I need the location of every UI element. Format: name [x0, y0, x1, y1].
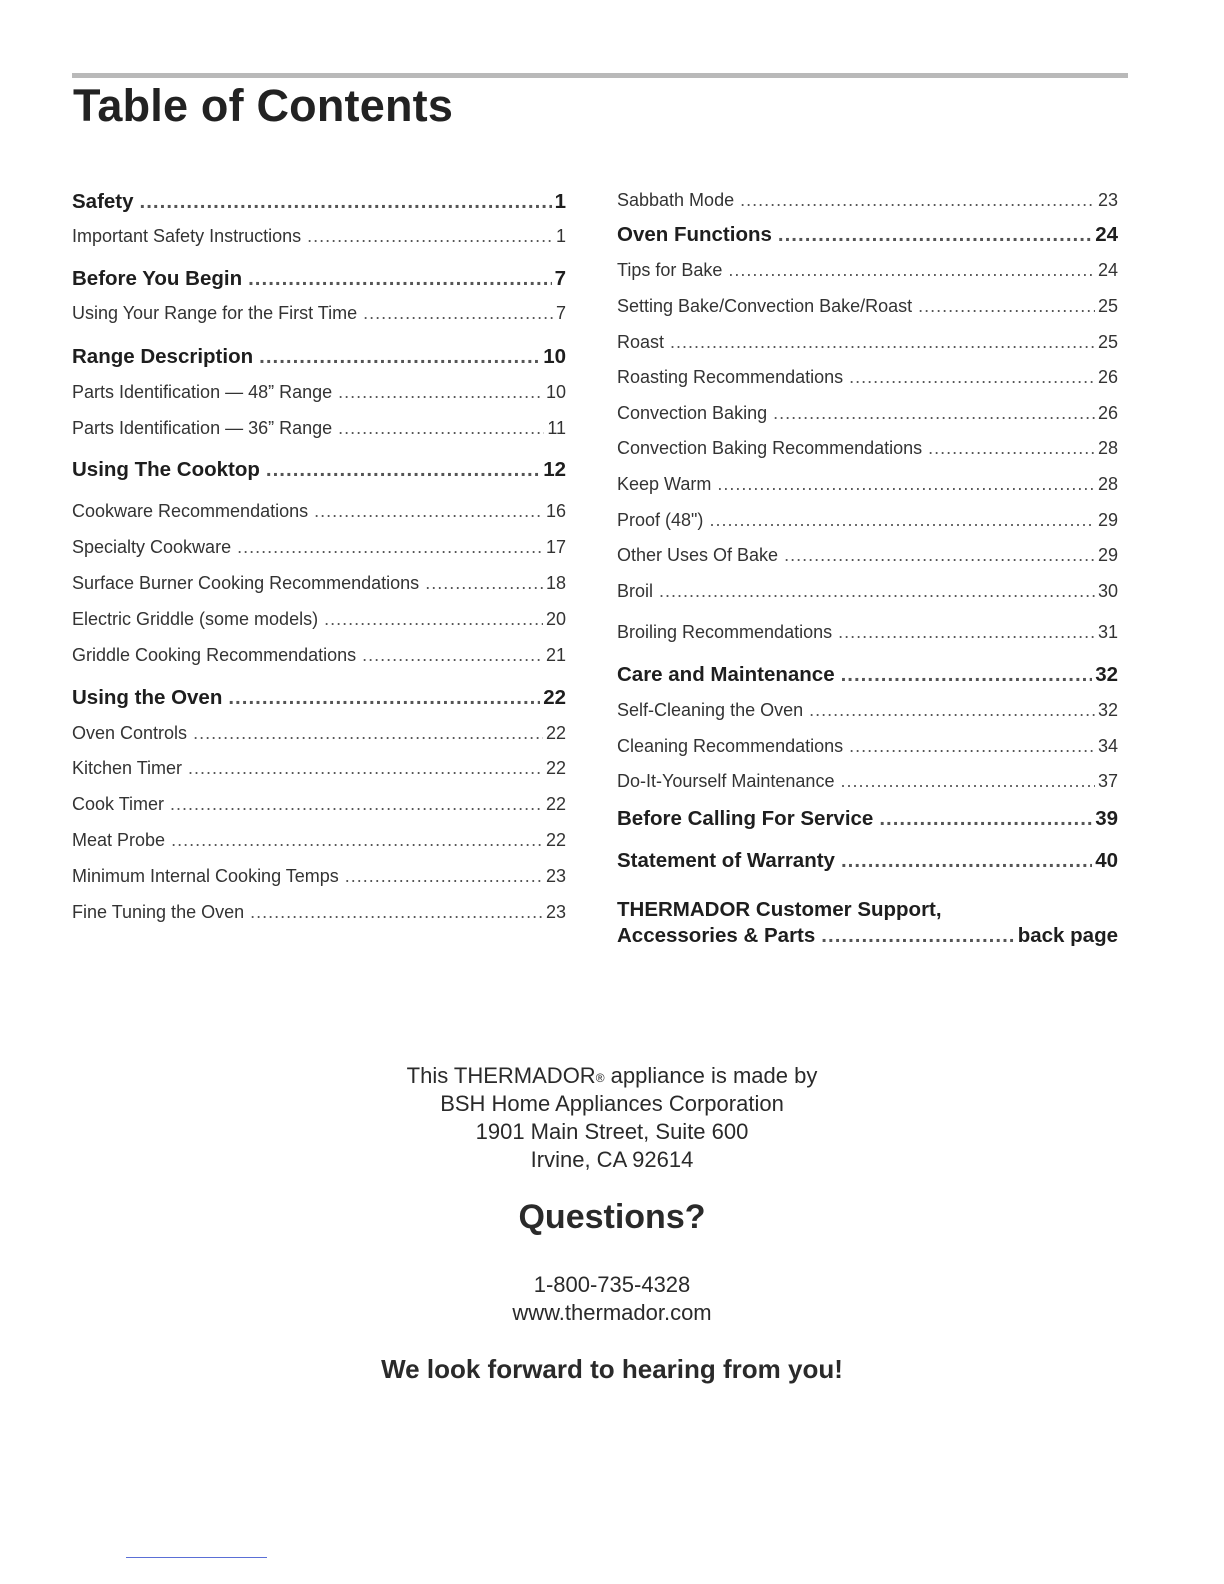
toc-entry-label: Griddle Cooking Recommendations — [72, 645, 357, 665]
toc-entry-label: Sabbath Mode — [617, 190, 735, 210]
toc-entry-page: 34 — [1097, 736, 1118, 756]
toc-entry-label: Before Calling For Service — [617, 807, 874, 830]
toc-subentry[interactable] — [617, 581, 1118, 602]
dot-leader — [659, 581, 1095, 602]
maker-line-1: This THERMADOR® appliance is made by — [406, 1063, 818, 1088]
dot-leader — [918, 296, 1095, 317]
toc-entry-page: 11 — [547, 418, 566, 438]
toc-subentry[interactable] — [72, 794, 566, 815]
toc-entry-page: 31 — [1097, 622, 1118, 642]
toc-entry-label: Using the Oven — [72, 686, 223, 709]
footnote-rule — [126, 1557, 267, 1558]
toc-entry-page: 21 — [545, 645, 566, 665]
toc-entry-label: Cook Timer — [72, 794, 165, 814]
toc-subentry[interactable] — [617, 296, 1118, 317]
toc-entry-page: 28 — [1097, 474, 1118, 494]
toc-subentry[interactable] — [617, 260, 1118, 281]
dot-leader — [773, 403, 1095, 424]
toc-entry-label: Tips for Bake — [617, 260, 723, 280]
top-divider-rule — [72, 73, 1128, 78]
dot-leader — [345, 866, 543, 887]
dot-leader — [338, 418, 544, 439]
closing-message: We look forward to hearing from you! — [381, 1354, 843, 1384]
toc-entry-label: Accessories & Parts — [617, 924, 816, 947]
dot-leader — [849, 367, 1095, 388]
toc-subentry[interactable] — [617, 510, 1118, 531]
toc-entry-label: Surface Burner Cooking Recommendations — [72, 573, 420, 593]
dot-leader — [228, 686, 540, 710]
dot-leader — [670, 332, 1095, 353]
toc-subentry[interactable] — [617, 367, 1118, 388]
dot-leader — [717, 474, 1095, 495]
dot-leader — [709, 510, 1095, 531]
dot-leader — [849, 736, 1095, 757]
toc-subentry[interactable] — [617, 545, 1118, 566]
toc-section-entry[interactable] — [617, 849, 1118, 873]
toc-entry-label: Proof (48") — [617, 510, 704, 530]
toc-entry-page: 1 — [555, 226, 566, 246]
toc-entry-page: 25 — [1097, 296, 1118, 316]
phone-number[interactable]: 1-800-735-4328 — [533, 1272, 691, 1297]
toc-entry-label: Self-Cleaning the Oven — [617, 700, 804, 720]
toc-subentry[interactable] — [72, 645, 566, 666]
toc-section-entry[interactable] — [617, 807, 1118, 831]
toc-entry-page: 40 — [1095, 849, 1118, 872]
toc-entry-label: Electric Griddle (some models) — [72, 609, 319, 629]
toc-section-entry[interactable] — [72, 686, 566, 710]
toc-entry-label: Roasting Recommendations — [617, 367, 844, 387]
dot-leader — [266, 458, 540, 482]
toc-section-entry[interactable] — [72, 267, 566, 291]
toc-entry-label: Meat Probe — [72, 830, 166, 850]
toc-section-entry[interactable] — [617, 663, 1118, 687]
toc-entry-page: 17 — [545, 537, 566, 557]
dot-leader — [188, 758, 543, 779]
toc-entry-page: 12 — [543, 458, 566, 481]
toc-entry-page: 39 — [1095, 807, 1118, 830]
toc-entry-page: 23 — [1097, 190, 1118, 210]
toc-entry-page: 20 — [545, 609, 566, 629]
toc-entry-label: Parts Identification — 36” Range — [72, 418, 333, 438]
dot-leader — [237, 537, 543, 558]
toc-entry-label: Important Safety Instructions — [72, 226, 302, 246]
maker-line-3: 1901 Main Street, Suite 600 — [475, 1119, 749, 1144]
toc-subentry[interactable] — [617, 332, 1118, 353]
dot-leader — [193, 723, 543, 744]
toc-entry-label: Cookware Recommendations — [72, 501, 309, 521]
page-title: Table of Contents — [73, 80, 454, 131]
toc-subentry[interactable] — [72, 723, 566, 744]
dot-leader — [314, 501, 543, 522]
toc-entry-page: 7 — [554, 267, 566, 290]
toc-entry-page: 23 — [545, 866, 566, 886]
toc-entry-page: back page — [1017, 924, 1118, 947]
dot-leader — [778, 223, 1092, 247]
dot-leader — [170, 794, 543, 815]
toc-subentry[interactable] — [72, 501, 566, 522]
toc-entry-page: 25 — [1097, 332, 1118, 352]
toc-entry-page: 24 — [1097, 260, 1118, 280]
dot-leader — [879, 807, 1092, 831]
toc-entry-page: 37 — [1097, 771, 1118, 791]
dot-leader — [324, 609, 543, 630]
toc-entry-label: Before You Begin — [72, 267, 243, 290]
toc-section-entry[interactable] — [617, 223, 1118, 247]
toc-subentry[interactable] — [72, 609, 566, 630]
toc-subentry[interactable] — [72, 758, 566, 779]
toc-subentry[interactable] — [72, 902, 566, 923]
dot-leader — [140, 190, 552, 214]
toc-subentry[interactable] — [617, 736, 1118, 757]
toc-subentry[interactable] — [72, 573, 566, 594]
manufacturer-info — [0, 1062, 1224, 1174]
questions-heading: Questions? — [518, 1198, 706, 1236]
toc-entry-label: Fine Tuning the Oven — [72, 902, 245, 922]
dot-leader — [362, 645, 543, 666]
toc-entry-page: 7 — [555, 303, 566, 323]
maker-line-4: Irvine, CA 92614 — [530, 1147, 694, 1172]
toc-entry-label: Statement of Warranty — [617, 849, 835, 872]
maker-line-2: BSH Home Appliances Corporation — [440, 1091, 784, 1116]
toc-entry-page: 16 — [545, 501, 566, 521]
toc-entry-page: 10 — [545, 382, 566, 402]
toc-subentry[interactable] — [72, 226, 566, 247]
toc-entry-page: 1 — [554, 190, 566, 213]
dot-leader — [250, 902, 543, 923]
toc-subentry[interactable] — [617, 771, 1118, 792]
dot-leader — [259, 345, 540, 369]
dot-leader — [338, 382, 543, 403]
dot-leader — [928, 438, 1095, 459]
toc-entry-page: 23 — [545, 902, 566, 922]
toc-subentry[interactable] — [617, 438, 1118, 459]
toc-entry-label: Safety — [72, 190, 134, 213]
toc-entry-page: 24 — [1095, 223, 1118, 246]
toc-entry-page: 22 — [545, 830, 566, 850]
toc-entry-label: Using The Cooktop — [72, 458, 260, 481]
toc-subentry[interactable] — [617, 474, 1118, 495]
toc-entry-page: 28 — [1097, 438, 1118, 458]
toc-entry-label: Care and Maintenance — [617, 663, 835, 686]
dot-leader — [425, 573, 543, 594]
toc-entry-label: Kitchen Timer — [72, 758, 183, 778]
toc-entry-label: THERMADOR Customer Support, — [617, 898, 942, 921]
toc-subentry[interactable] — [72, 866, 566, 887]
toc-entry-label: Other Uses Of Bake — [617, 545, 779, 565]
toc-entry-page: 22 — [545, 758, 566, 778]
toc-entry-label: Oven Functions — [617, 223, 772, 246]
toc-entry-label: Parts Identification — 48” Range — [72, 382, 333, 402]
toc-entry-page: 29 — [1097, 545, 1118, 565]
dot-leader — [248, 267, 551, 291]
dot-leader — [840, 771, 1095, 792]
toc-entry-customer-support[interactable] — [617, 898, 1118, 948]
registered-mark: ® — [595, 1071, 605, 1085]
toc-subentry[interactable] — [617, 190, 1118, 211]
toc-entry-page: 22 — [545, 794, 566, 814]
dot-leader — [171, 830, 543, 851]
toc-subentry[interactable] — [72, 830, 566, 851]
toc-entry-label: Convection Baking Recommendations — [617, 438, 923, 458]
toc-entry-label: Keep Warm — [617, 474, 712, 494]
toc-entry-page: 22 — [543, 686, 566, 709]
dot-leader — [841, 663, 1093, 687]
toc-entry-label: Convection Baking — [617, 403, 768, 423]
toc-subentry[interactable] — [617, 622, 1118, 643]
toc-subentry[interactable] — [617, 403, 1118, 424]
toc-entry-label: Specialty Cookware — [72, 537, 232, 557]
dot-leader — [307, 226, 553, 247]
website-link[interactable]: www.thermador.com — [512, 1300, 712, 1325]
toc-subentry[interactable] — [72, 537, 566, 558]
dot-leader — [740, 190, 1095, 211]
toc-entry-label: Broiling Recommendations — [617, 622, 833, 642]
toc-entry-label: Oven Controls — [72, 723, 188, 743]
dot-leader — [838, 622, 1095, 643]
toc-entry-page: 18 — [545, 573, 566, 593]
toc-entry-page: 26 — [1097, 403, 1118, 423]
toc-entry-label: Minimum Internal Cooking Temps — [72, 866, 339, 886]
toc-entry-page: 26 — [1097, 367, 1118, 387]
toc-section-entry[interactable] — [72, 190, 566, 214]
dot-leader — [809, 700, 1095, 721]
toc-entry-page: 22 — [545, 723, 566, 743]
toc-entry-page: 32 — [1097, 700, 1118, 720]
toc-entry-label: Do-It-Yourself Maintenance — [617, 771, 835, 791]
toc-entry-label: Setting Bake/Convection Bake/Roast — [617, 296, 913, 316]
dot-leader — [728, 260, 1095, 281]
toc-subentry[interactable] — [72, 303, 566, 324]
dot-leader — [821, 924, 1014, 948]
toc-entry-label: Using Your Range for the First Time — [72, 303, 358, 323]
toc-entry-page: 30 — [1097, 581, 1118, 601]
dot-leader — [363, 303, 553, 324]
dot-leader — [784, 545, 1095, 566]
dot-leader — [841, 849, 1092, 873]
toc-section-entry[interactable] — [72, 345, 566, 369]
toc-section-entry[interactable] — [72, 458, 566, 482]
toc-entry-page: 29 — [1097, 510, 1118, 530]
toc-subentry[interactable] — [72, 382, 566, 403]
toc-subentry[interactable] — [72, 418, 566, 439]
toc-entry-page: 10 — [543, 345, 566, 368]
toc-entry-page: 32 — [1095, 663, 1118, 686]
contact-info — [0, 1271, 1224, 1327]
toc-entry-label: Cleaning Recommendations — [617, 736, 844, 756]
toc-subentry[interactable] — [617, 700, 1118, 721]
toc-entry-label: Range Description — [72, 345, 254, 368]
toc-entry-label: Roast — [617, 332, 665, 352]
toc-entry-label: Broil — [617, 581, 654, 601]
